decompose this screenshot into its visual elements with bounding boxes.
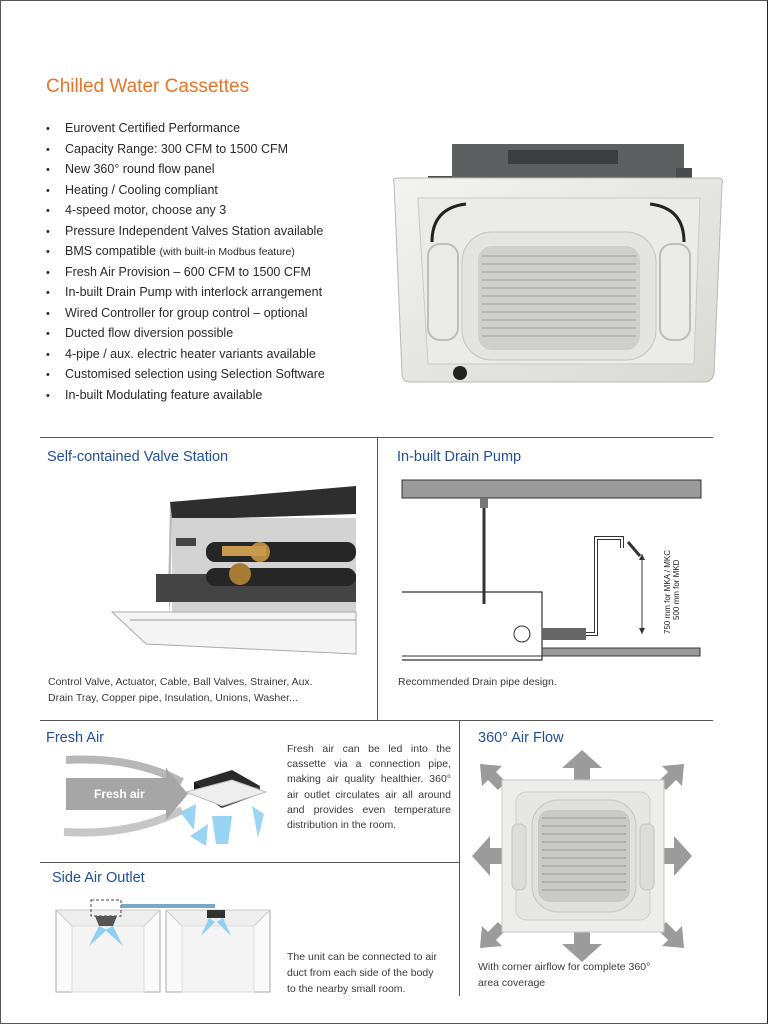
feature-item <box>46 221 325 242</box>
cassette-unit-image <box>388 138 728 388</box>
valve-station-title: Self-contained Valve Station <box>47 449 229 465</box>
drain-pump-diagram <box>396 476 708 666</box>
feature-text: In-built Drain Pump with interlock arrangement <box>65 285 323 299</box>
side-outlet-description-line: duct from each side of the body <box>287 967 434 979</box>
feature-text: New 360° round flow panel <box>65 162 215 176</box>
feature-text: Fresh Air Provision – 600 CFM to 1500 CFM <box>65 264 311 279</box>
column-divider <box>377 437 378 720</box>
feature-text: BMS compatible <box>65 244 160 258</box>
feature-text: Customised selection using Selection Software <box>65 367 325 381</box>
feature-item <box>46 241 325 262</box>
air-flow-caption <box>478 959 650 991</box>
feature-text: 4-speed motor, choose any 3 <box>65 203 227 217</box>
feature-list <box>46 118 325 405</box>
drain-pump-caption: Recommended Drain pipe design. <box>398 676 557 688</box>
feature-text: Pressure Independent Valves Station available <box>65 223 324 238</box>
section-divider <box>40 720 713 721</box>
air-flow-title: 360° Air Flow <box>478 730 564 746</box>
valve-station-caption <box>48 674 313 706</box>
feature-item <box>46 139 325 160</box>
feature-text: Capacity Range: 300 CFM to 1500 CFM <box>65 141 289 156</box>
fresh-air-description: Fresh air can be led into the cassette via a connection pipe, making air quality healthier. 360° air outlet circulates air all around and provides even temperature distribution in the room. <box>287 743 451 832</box>
feature-item <box>46 262 325 283</box>
air-flow-caption-line: With corner airflow for complete 360° <box>478 961 651 973</box>
air-flow-image <box>472 750 694 962</box>
section-divider <box>40 862 460 863</box>
feature-item <box>46 364 325 385</box>
air-flow-caption-line: area coverage <box>478 977 546 989</box>
side-outlet-title: Side Air Outlet <box>52 870 145 886</box>
valve-station-caption-line: Control Valve, Actuator, Cable, Ball Valves, Strainer, Aux. <box>48 676 313 688</box>
page-title: Chilled Water Cassettes <box>46 76 250 97</box>
feature-item <box>46 323 325 344</box>
drain-height-label-1: 750 mm for MKA / MKC <box>663 549 672 634</box>
feature-item <box>46 282 325 303</box>
side-outlet-description <box>287 949 437 997</box>
feature-text: Heating / Cooling compliant <box>65 182 218 197</box>
drain-height-label-2: 500 mm for MKD <box>672 559 681 620</box>
valve-station-caption-line: Drain Tray, Copper pipe, Insulation, Unions, Washer... <box>48 692 298 704</box>
feature-item <box>46 159 325 180</box>
feature-item <box>46 344 325 365</box>
side-outlet-description-line: The unit can be connected to air <box>287 951 438 963</box>
column-divider <box>459 720 460 996</box>
feature-item <box>46 385 325 406</box>
side-outlet-description-line: to the nearby small room. <box>287 983 406 995</box>
feature-item <box>46 180 325 201</box>
feature-note: (with built-in Modbus feature) <box>159 246 295 258</box>
feature-text: Eurovent Certified Performance <box>65 121 241 135</box>
drain-pump-title: In-built Drain Pump <box>397 449 522 465</box>
fresh-air-title: Fresh Air <box>46 730 105 746</box>
feature-item <box>46 303 325 324</box>
side-outlet-image <box>55 896 273 996</box>
feature-text: 4-pipe / aux. electric heater variants available <box>65 346 316 361</box>
valve-station-image <box>110 484 358 664</box>
feature-item <box>46 200 325 221</box>
feature-text: Wired Controller for group control – optional <box>65 305 308 320</box>
fresh-air-arrow-label: Fresh air <box>94 787 145 801</box>
feature-text: In-built Modulating feature available <box>65 387 263 402</box>
feature-item <box>46 118 325 139</box>
fresh-air-image <box>62 752 268 848</box>
feature-text: Ducted flow diversion possible <box>65 326 234 340</box>
